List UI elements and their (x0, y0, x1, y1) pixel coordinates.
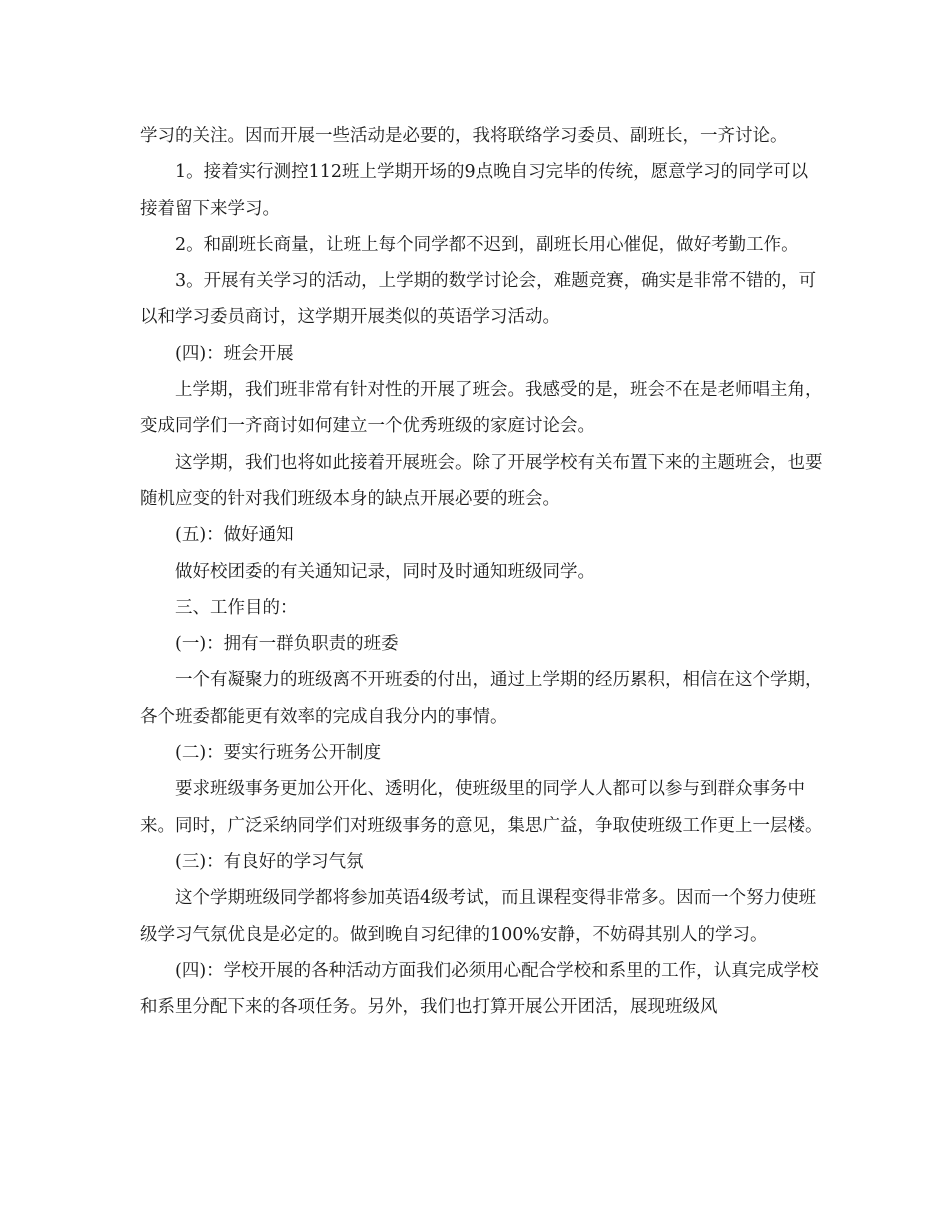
section-heading-4: (四)：班会开展 (175, 343, 294, 364)
section-heading-goal-3: (三)：有良好的学习气氛 (175, 851, 364, 872)
paragraph-16: 这个学期班级同学都将参加英语4级考试，而且课程变得非常多。因而一个努力使班级学习气氛优良是必定的。做到晚自习纪律的100%安静，不妨碍其别人的学习。 (140, 888, 817, 945)
paragraph-9: 做好校团委的有关通知记录，同时及时通知班级同学。 (175, 561, 595, 582)
chapter-heading-3: 三、工作目的： (175, 597, 298, 618)
section-heading-5: (五)：做好通知 (175, 525, 294, 546)
section-heading-goal-1: (一)：拥有一群负职责的班委 (175, 634, 399, 655)
paragraph-2: 1。接着实行测控112班上学期开场的9点晚自习完毕的传统，愿意学习的同学可以接着留下来学习。 (140, 162, 809, 219)
paragraph-12: 一个有凝聚力的班级离不开班委的付出，通过上学期的经历累积，相信在这个学期，各个班委都能更有效率的完成自我分内的事情。 (140, 670, 823, 727)
paragraph-14: 要求班级事务更加公开化、透明化，使班级里的同学人人都可以参与到群众事务中来。同时，广泛采纳同学们对班级事务的意见，集思广益，争取使班级工作更上一层楼。 (140, 779, 823, 836)
paragraph-1: 学习的关注。因而开展一些活动是必要的，我将联络学习委员、副班长，一齐讨论。 (140, 126, 788, 146)
paragraph-3: 2。和副班长商量，让班上每个同学都不迟到，副班长用心催促，做好考勤工作。 (175, 234, 799, 255)
section-heading-goal-2: (二)：要实行班务公开制度 (175, 743, 382, 764)
paragraph-6: 上学期，我们班非常有针对性的开展了班会。我感受的是，班会不在是老师唱主角，变成同学们一齐商讨如何建立一个优秀班级的家庭讨论会。 (140, 380, 823, 437)
document-body (140, 118, 825, 1025)
paragraph-17: (四)：学校开展的各种活动方面我们必须用心配合学校和系里的工作，认真完成学校和系里分配下来的各项任务。另外，我们也打算开展公开团活，展现班级风 (140, 960, 819, 1018)
paragraph-4: 3。开展有关学习的活动，上学期的数学讨论会，难题竞赛，确实是非常不错的，可以和学习委员商讨，这学期开展类似的英语学习活动。 (140, 271, 817, 328)
paragraph-7: 这学期，我们也将如此接着开展班会。除了开展学校有关布置下来的主题班会，也要随机应变的针对我们班级本身的缺点开展必要的班会。 (140, 452, 823, 509)
